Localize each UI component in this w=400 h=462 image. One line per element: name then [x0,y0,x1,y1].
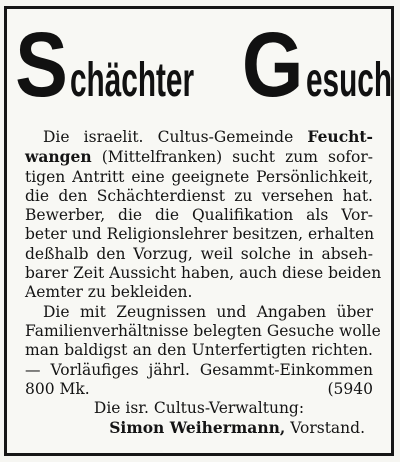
headline-word-2-rest: esuch [306,54,393,107]
body-line-1 [25,127,373,147]
announcement-body [25,127,382,439]
salary-row [25,380,373,399]
body-line-4: die den Schächterdienst zu versehen hat. [25,186,373,205]
body-line-13: — Vorläufiges jährl. Gesammt-Einkommen [25,360,373,379]
body-line-11: Familienverhältnisse belegten Gesuche wolle [25,321,381,340]
body-line-6: beter und Religionslehrer besitzen, erhalten [25,225,375,244]
signature-line [25,418,373,438]
headline [7,14,393,116]
community-name-bold-cont: wangen [25,147,92,167]
body-line-12: man baldigst an den Unterfertigten richten. [25,341,373,360]
headline-word-1-rest: chächter [70,54,195,107]
body-line-2-text: (Mittelfranken) sucht zum sofor- [91,148,373,167]
headline-initial-s: S [15,14,67,116]
body-line-10: Die mit Zeugnissen und Angaben über [43,302,373,321]
body-line-7: deßhalb den Vorzug, weil solche in abseh- [25,244,373,263]
salary-amount: 800 Mk. [25,379,90,398]
signer-name: Simon Weihermann, [109,418,286,438]
reference-number: (5940 [327,379,373,398]
advertisement-frame [4,6,394,456]
body-line-8: barer Zeit Aussicht haben, auch diese beiden [25,264,382,283]
body-line-9: Aemter zu bekleiden. [25,283,193,302]
community-name-bold: Feucht- [307,127,373,146]
body-line-1-text: Die israelit. Cultus-Gemeinde [43,128,308,146]
body-line-5: Bewerber, die die Qualifikation als Vor- [25,206,373,225]
headline-initial-g: G [241,14,302,116]
body-line-2 [25,147,373,167]
signer-role: Vorstand. [285,419,365,438]
authority-line: Die isr. Cultus-Verwaltung: [93,399,305,418]
body-line-3: tigen Antritt eine geeignete Persönlichkeit, [25,167,373,186]
